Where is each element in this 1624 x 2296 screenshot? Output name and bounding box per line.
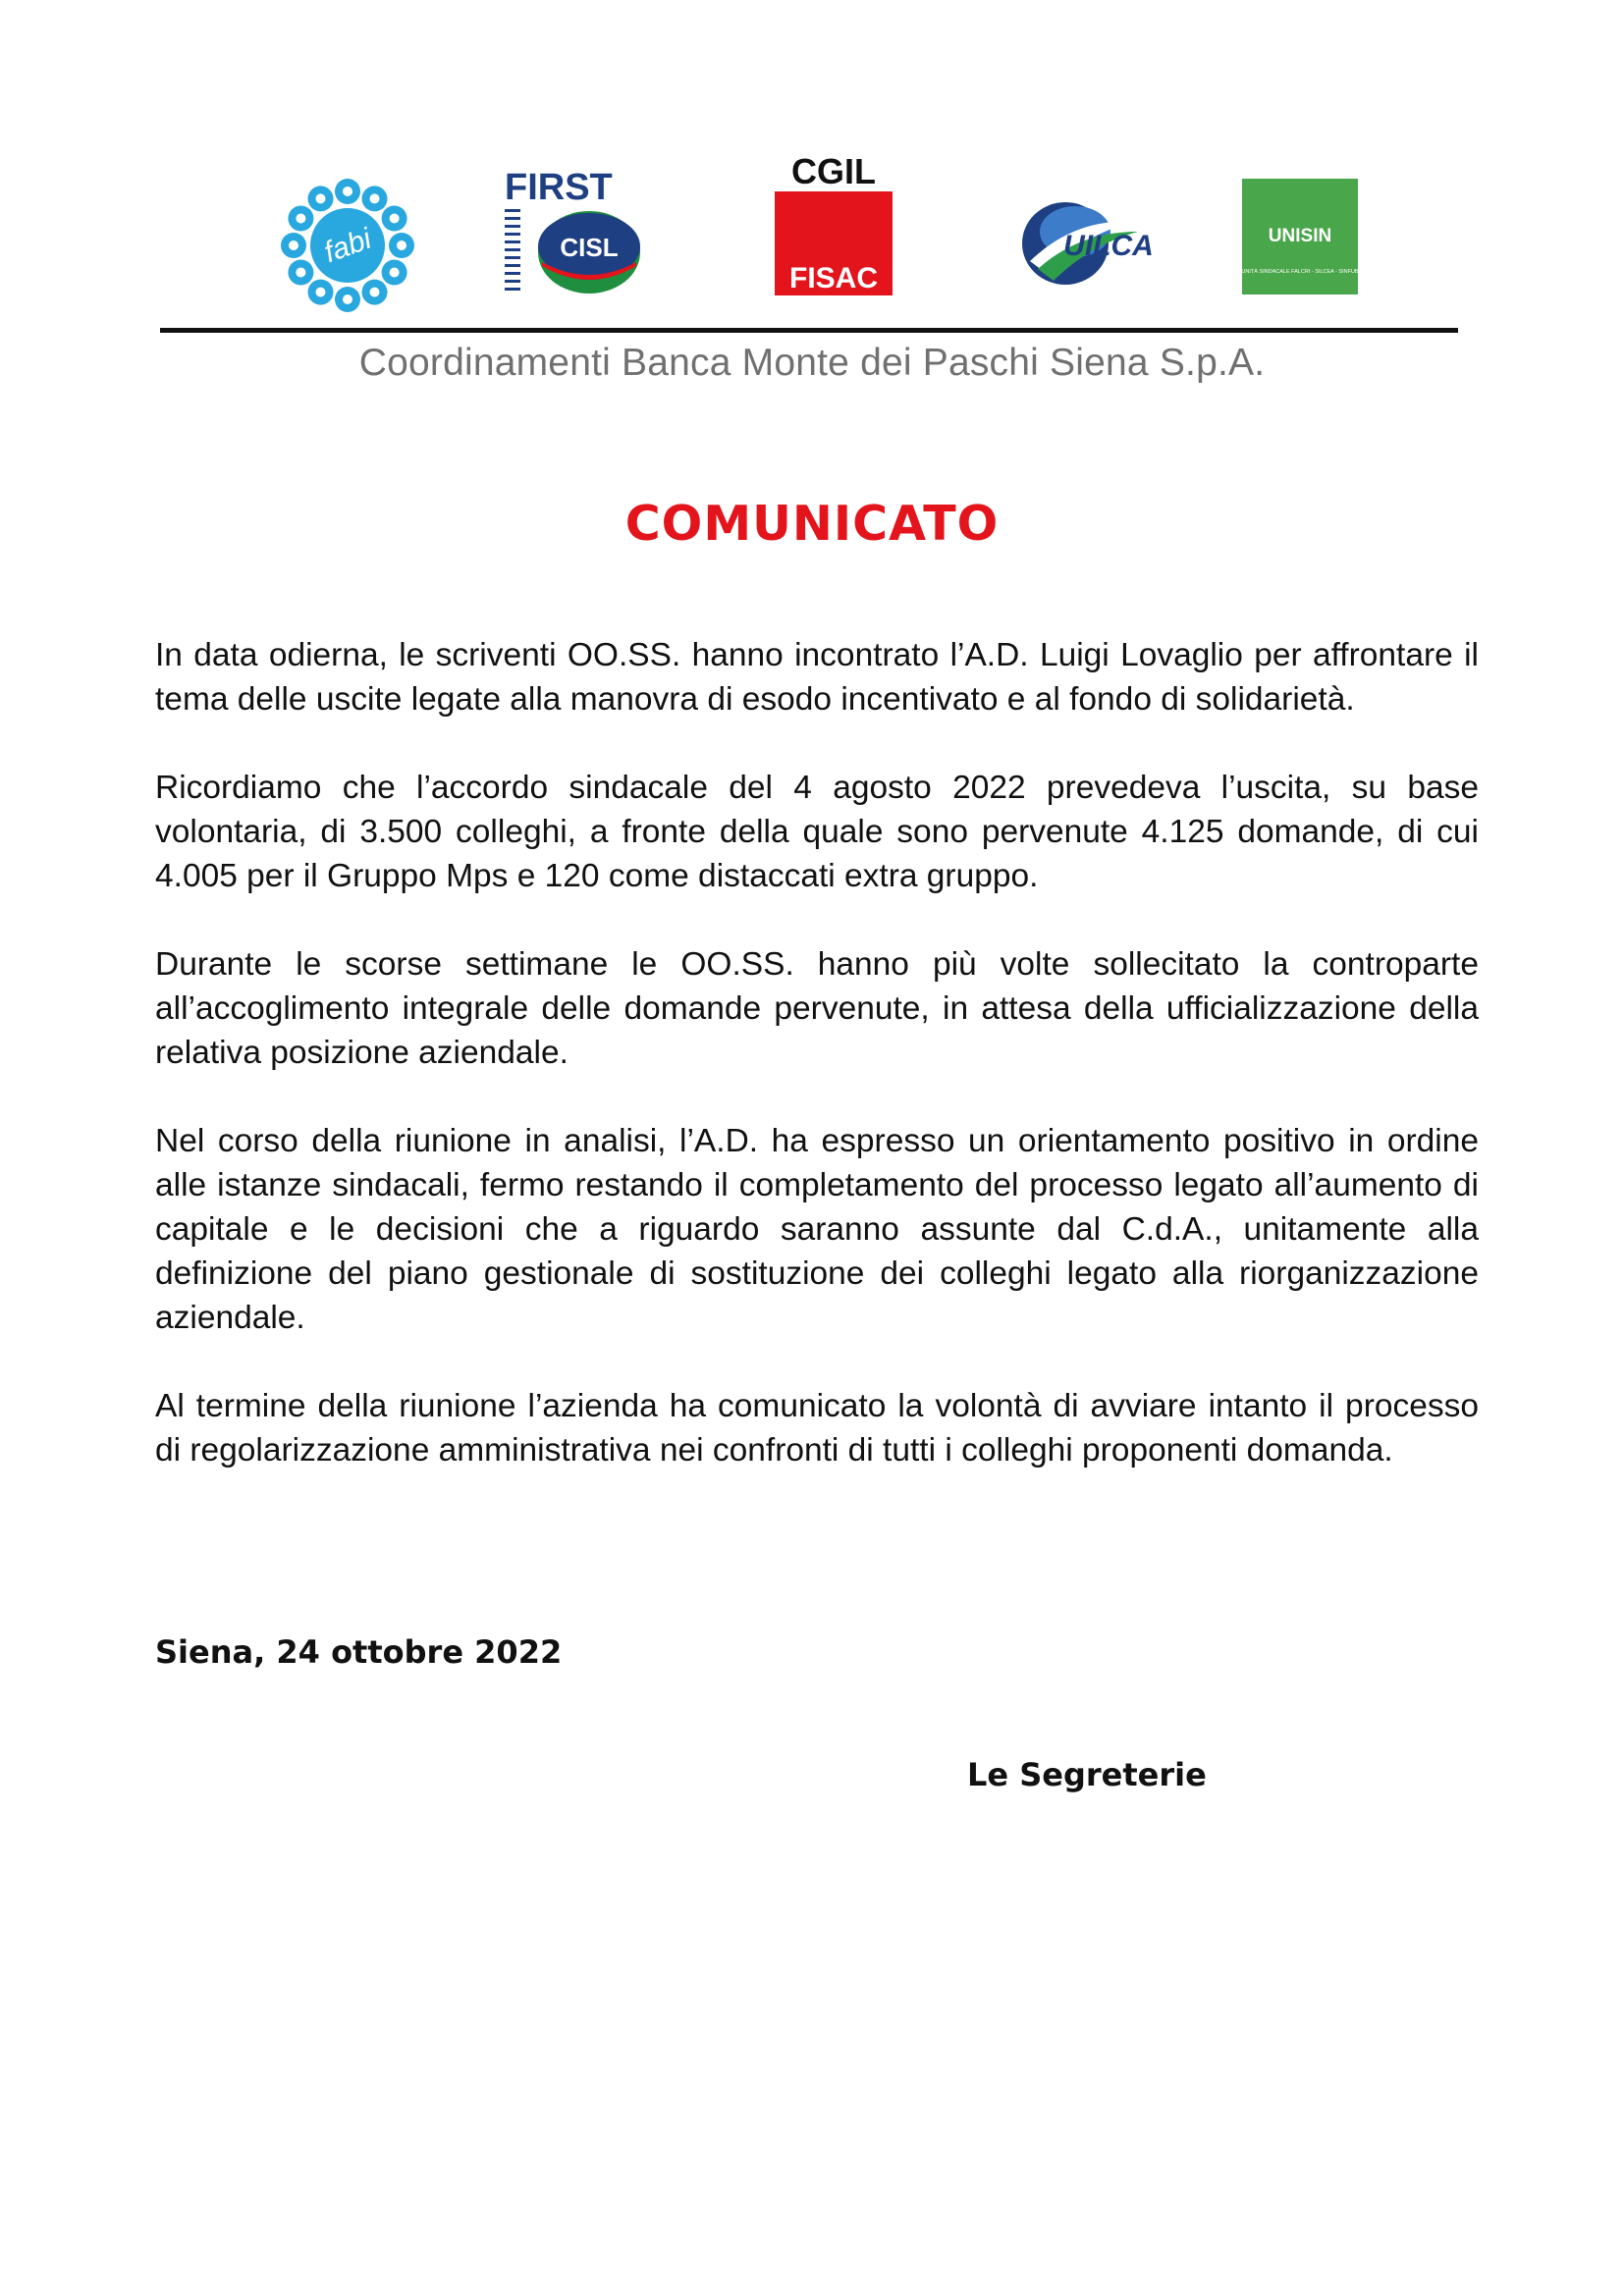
unisin-logo-text: UNISIN: [1268, 226, 1332, 246]
paragraph: Ricordiamo che l’accordo sindacale del 4 agosto 2022 prevedeva l’uscita, su base volontaria, di 3.500 colleghi, a fronte della quale sono pervenute 4.125 domande, di cui 4.005 per il Gruppo Mps e 120 come distaccati extra gruppo.: [155, 770, 1479, 894]
place-date: Siena, 24 ottobre 2022: [155, 1633, 563, 1671]
uilca-logo: [1016, 192, 1162, 291]
org-title: Coordinamenti Banca Monte dei Paschi Siena S.p.A.: [358, 342, 1266, 384]
paragraph: Al termine della riunione l’azienda ha comunicato la volontà di avviare intanto il processo di regolarizzazione amministrativa nei confronti di tutti i colleghi proponenti domanda.: [155, 1388, 1479, 1468]
cisl-logo-text: CISL: [560, 233, 619, 262]
header-divider: [160, 328, 1458, 333]
cgil-logo-text: CGIL: [791, 154, 876, 191]
unisin-logo-subtext: UNITÀ SINDACALE FALCRI - SILCEA - SINFUB: [1242, 269, 1358, 275]
first-cisl-logo: [503, 172, 648, 297]
fabi-logo: [277, 175, 418, 316]
first-logo-text: FIRST: [505, 172, 613, 208]
paragraph: Durante le scorse settimane le OO.SS. hanno più volte sollecitato la controparte all’accoglimento integrale delle domande pervenute, in attesa della ufficializzazione della relativa posizione aziendale.: [155, 946, 1479, 1071]
body-text: [155, 633, 1479, 1517]
signature: Le Segreterie: [967, 1756, 1207, 1793]
unisin-logo: [1242, 179, 1358, 294]
fisac-logo-text: FISAC: [789, 262, 878, 294]
fabi-logo-text: fabi: [319, 222, 376, 270]
cgil-fisac-logo: [771, 154, 896, 297]
uilca-logo-text: UILCA: [1063, 230, 1154, 262]
document-heading: COMUNICATO: [624, 496, 1000, 552]
paragraph: Nel corso della riunione in analisi, l’A.D. ha espresso un orientamento positivo in ordine alle istanze sindacali, fermo restando il completamento del processo legato all’aumento di capitale e le decisioni che a riguardo saranno assunte dal C.d.A., unitamente alla definizione del piano gestionale di sostituzione dei colleghi legato alla riorganizzazione aziendale.: [155, 1123, 1479, 1336]
paragraph: In data odierna, le scriventi OO.SS. hanno incontrato l’A.D. Luigi Lovaglio per affrontare il tema delle uscite legate alla manovra di esodo incentivato e al fondo di solidarietà.: [155, 637, 1479, 718]
